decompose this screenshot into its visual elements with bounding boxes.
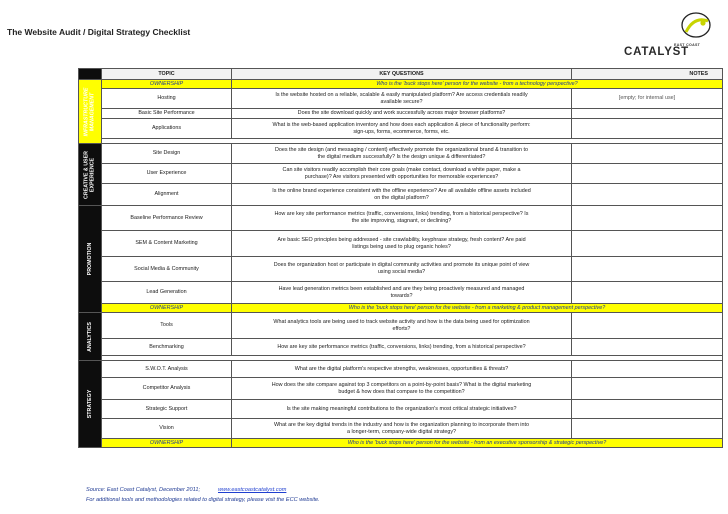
question-cell: [232, 419, 572, 439]
topic-cell: Baseline Performance Review: [102, 206, 232, 231]
question-line: purchase)? Are visitors presented with opportunities for memorable experiences?: [304, 173, 499, 180]
header-notes: NOTES: [572, 69, 723, 80]
section-label: CREATIVE & USER: [83, 150, 90, 199]
ownership-label: OWNERSHIP: [102, 80, 232, 89]
question-cell: [232, 144, 572, 164]
notes-cell[interactable]: [572, 257, 723, 282]
topic-cell: Site Design: [102, 144, 232, 164]
question-line: towards?: [390, 292, 413, 299]
question-cell: [232, 184, 572, 206]
question-cell: [232, 231, 572, 257]
source-text: Source: East Coast Catalyst, December 2011;: [86, 487, 200, 493]
checklist-table: [78, 68, 723, 448]
question-cell: [232, 313, 572, 339]
topic-cell: Basic Site Performance: [102, 109, 232, 119]
question-line: Can site visitors readily accomplish their core goals (make contact, download a white paper, make a: [282, 166, 521, 173]
topic-cell: Alignment: [102, 184, 232, 206]
question-line: What are the key digital trends in the industry and how is the organization planning to incorporate them into: [273, 421, 529, 428]
ownership-label: OWNERSHIP: [102, 439, 232, 448]
notes-cell[interactable]: [572, 419, 723, 439]
topic-cell: Vision: [102, 419, 232, 439]
topic-cell: S.W.O.T. Analysis: [102, 361, 232, 378]
notes-cell[interactable]: [572, 282, 723, 304]
table-row: [79, 400, 723, 419]
notes-cell[interactable]: [572, 184, 723, 206]
notes-cell[interactable]: [572, 109, 723, 119]
table-row: [79, 164, 723, 184]
table-row: [79, 231, 723, 257]
page-title: The Website Audit / Digital Strategy Checklist: [7, 27, 191, 37]
header-corner: [79, 69, 102, 80]
question-line: Are basic SEO principles being addressed - site crawlability, keyphrase strategy, fresh content? Are paid: [277, 236, 526, 243]
question-cell: Does the site download quickly and work successfully across major browser platforms?: [232, 109, 572, 119]
notes-cell[interactable]: [572, 164, 723, 184]
question-line: the digital medium successfully? Is the design unique & differentiated?: [317, 153, 486, 160]
question-line: How are key site performance metrics (traffic, conversions, links) trending, from a historical perspective? Is: [274, 211, 529, 217]
question-line: What analytics tools are being used to track website activity and how is the data being used for optimization: [273, 318, 530, 325]
question-line: Does the organization host or participate in digital community activities and promote its unique point of view: [273, 262, 530, 268]
table-row: [79, 109, 723, 119]
question-cell: [232, 282, 572, 304]
section-creative: [79, 144, 102, 206]
question-cell: [232, 164, 572, 184]
table-row: [79, 378, 723, 400]
table-row: [79, 257, 723, 282]
topic-cell: SEM & Content Marketing: [102, 231, 232, 257]
notes-cell[interactable]: [572, 119, 723, 139]
question-cell: [232, 119, 572, 139]
topic-cell: Benchmarking: [102, 339, 232, 356]
question-line: Is the online brand experience consistent with the offline experience? Are all available offline assets included: [272, 187, 531, 194]
question-line: on the digital platform?: [374, 194, 429, 201]
table-row: [79, 206, 723, 231]
notes-cell[interactable]: [empty; for internal use]: [572, 89, 723, 109]
question-line: listings being used to plug organic holes?: [352, 243, 451, 250]
question-line: Is the website hosted on a reliable, scalable & easily manipulated platform? Are access credentials readily: [275, 91, 528, 98]
table-row: [79, 419, 723, 439]
notes-cell[interactable]: [572, 231, 723, 257]
notes-cell[interactable]: [572, 339, 723, 356]
section-promotion: [79, 206, 102, 313]
question-line: available secure?: [380, 98, 423, 105]
topic-cell: Tools: [102, 313, 232, 339]
notes-cell[interactable]: [572, 206, 723, 231]
topic-cell: User Experience: [102, 164, 232, 184]
section-label: MANAGEMENT: [90, 92, 96, 131]
ownership-row-marketing: [79, 304, 723, 313]
ownership-question: Who is the 'buck stops here' person for the website - from a marketing & product management perspective?: [232, 304, 723, 313]
topic-cell: Social Media & Community: [102, 257, 232, 282]
ownership-question: Who is the 'buck stops here' person for the website - from an executive sponsorship & strategic perspective?: [232, 439, 723, 448]
ownership-question: Who is the 'buck stops here' person for the website - from a technology perspective?: [232, 80, 723, 89]
table-row: [79, 89, 723, 109]
section-label: INFRASTRUCTURE: [83, 87, 90, 136]
notes-cell[interactable]: [572, 361, 723, 378]
header-topic: TOPIC: [102, 69, 232, 80]
notes-cell[interactable]: [572, 378, 723, 400]
topic-cell: Applications: [102, 119, 232, 139]
logo-tagline: EAST COAST: [674, 43, 701, 47]
question-line: using social media?: [377, 269, 426, 275]
question-line: sign-ups, forms, ecommerce, forms, etc.: [353, 128, 450, 135]
section-infrastructure: [79, 80, 102, 144]
table-row: [79, 144, 723, 164]
question-cell: [232, 89, 572, 109]
section-label: EXPERIENCE: [90, 157, 96, 192]
question-line: What is the web-based application inventory and how does each application & piece of functionality perform:: [272, 121, 531, 128]
table-row: [79, 361, 723, 378]
question-line: Does the site design (and messaging / content) effectively promote the organizational brand & transition to: [274, 146, 529, 153]
table-header-row: [79, 69, 723, 80]
question-line: How does the site compare against top 3 competitors on a point-by-point basis? What is the digital marketing: [271, 381, 532, 388]
table-row: [79, 282, 723, 304]
topic-cell: Strategic Support: [102, 400, 232, 419]
header-questions: KEY QUESTIONS: [232, 69, 572, 80]
question-cell: What are the digital platform's respective strengths, weaknesses, opportunities & threats?: [232, 361, 572, 378]
question-cell: [232, 378, 572, 400]
question-cell: How are key site performance metrics (traffic, conversions, links) trending, from a historical perspective?: [232, 339, 572, 356]
question-cell: Is the site making meaningful contributions to the organization's most critical strategic initiatives?: [232, 400, 572, 419]
section-label: STRATEGY: [86, 389, 93, 419]
question-line: Have lead generation metrics been established and are they being proactively measured and managed: [278, 285, 525, 292]
section-label: PROMOTION: [86, 242, 93, 276]
question-cell: [232, 257, 572, 282]
footer-note: For additional tools and methodologies related to digital strategy, please visit the ECC website.: [86, 497, 320, 503]
website-link[interactable]: www.eastcoastcatalyst.com: [218, 487, 287, 493]
table-row: [79, 313, 723, 339]
section-label: ANALYTICS: [86, 321, 93, 352]
question-line: a longer-term, company-wide digital strategy?: [346, 428, 457, 435]
notes-cell[interactable]: [572, 144, 723, 164]
table-row: [79, 339, 723, 356]
logo-wordmark: CATALYST: [624, 46, 689, 58]
notes-cell[interactable]: [572, 400, 723, 419]
ownership-row-executive: [79, 439, 723, 448]
notes-cell[interactable]: [572, 313, 723, 339]
ownership-row-technology: [79, 80, 723, 89]
ownership-label: OWNERSHIP: [102, 304, 232, 313]
topic-cell: Lead Generation: [102, 282, 232, 304]
table-row: [79, 119, 723, 139]
question-cell: [232, 206, 572, 231]
question-line: efforts?: [392, 325, 411, 332]
topic-cell: Competitor Analysis: [102, 378, 232, 400]
question-line: the site improving, stagnant, or declining?: [351, 218, 452, 224]
company-logo: [620, 12, 720, 62]
topic-cell: Hosting: [102, 89, 232, 109]
question-line: budget & how does that compare to the competition?: [338, 388, 465, 395]
footer-source: [86, 487, 286, 493]
section-analytics: [79, 313, 102, 361]
table-row: [79, 184, 723, 206]
section-strategy: [79, 361, 102, 448]
